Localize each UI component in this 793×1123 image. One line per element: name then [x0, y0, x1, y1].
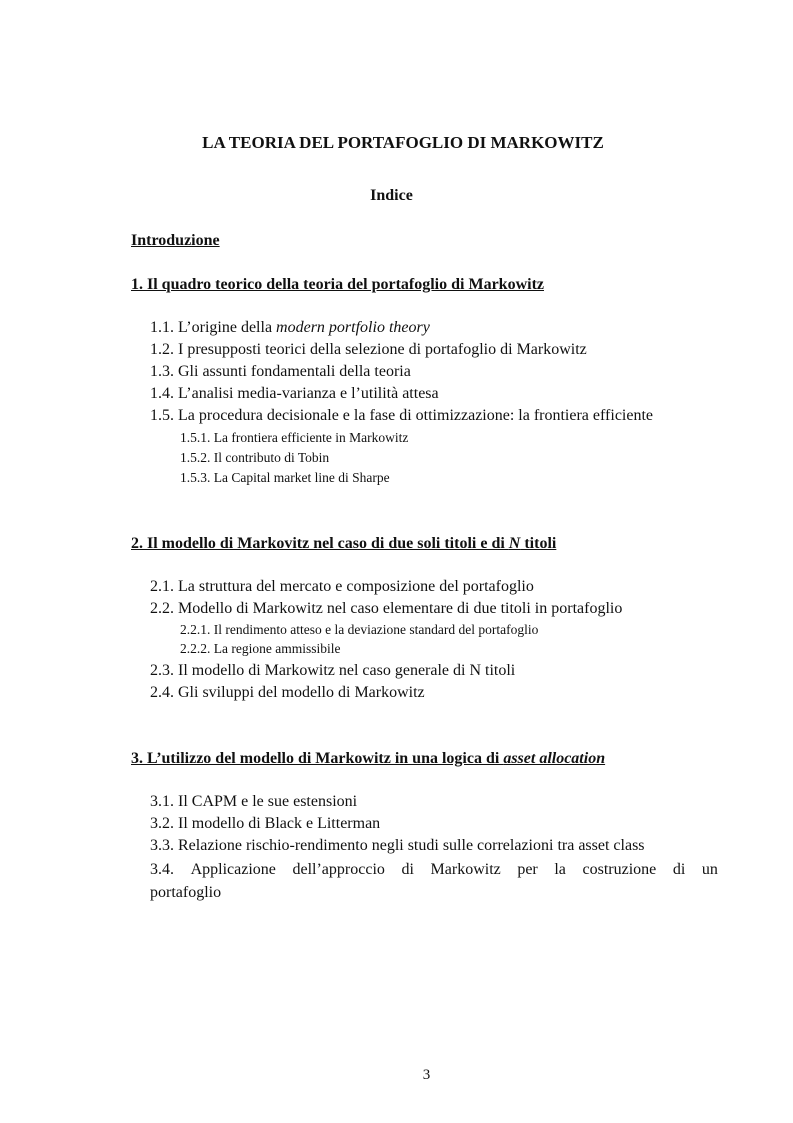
toc-item-2-2[interactable]: 2.2. Modello di Markowitz nel caso elementare di due titoli in portafoglio	[150, 600, 623, 617]
toc-word: costruzione	[582, 861, 657, 878]
toc-item-1-1-emphasis: modern portfolio theory	[276, 319, 430, 336]
introduction-link[interactable]: Introduzione	[131, 232, 220, 249]
section-2-heading-text: 2. Il modello di Markovitz nel caso di due soli titoli e di	[131, 535, 509, 552]
toc-word: un	[701, 861, 718, 878]
toc-word: di	[672, 861, 686, 878]
toc-word: di	[401, 861, 414, 878]
toc-subitem-2-2-1[interactable]: 2.2.1. Il rendimento atteso e la deviazione standard del portafoglio	[180, 622, 539, 637]
section-2-heading[interactable]	[131, 535, 556, 553]
toc-item-1-2[interactable]: 1.2. I presupposti teorici della selezione di portafoglio di Markowitz	[150, 341, 587, 358]
toc-item-1-1-text: 1.1. L’origine della	[150, 319, 277, 336]
section-1-heading[interactable]: 1. Il quadro teorico della teoria del portafoglio di Markowitz	[131, 276, 544, 293]
toc-item-2-1[interactable]: 2.1. La struttura del mercato e composizione del portafoglio	[150, 578, 534, 595]
toc-item-2-4[interactable]: 2.4. Gli sviluppi del modello di Markowitz	[150, 684, 425, 701]
toc-item-3-3[interactable]: 3.3. Relazione rischio-rendimento negli studi sulle correlazioni tra asset class	[150, 837, 645, 854]
toc-item-3-4[interactable]	[150, 858, 718, 904]
toc-subitem-2-2-2[interactable]: 2.2.2. La regione ammissibile	[180, 641, 341, 656]
toc-item-3-4-line-1	[150, 858, 718, 881]
toc-word: la	[554, 861, 566, 878]
section-2-heading-suffix: titoli	[520, 535, 557, 552]
toc-word: 3.4.	[150, 861, 174, 878]
toc-item-3-4-line-2: portafoglio	[150, 884, 222, 901]
toc-word: Markowitz	[430, 861, 501, 878]
toc-item-2-3[interactable]: 2.3. Il modello di Markowitz nel caso generale di N titoli	[150, 662, 516, 679]
toc-item-3-2[interactable]: 3.2. Il modello di Black e Litterman	[150, 815, 381, 832]
toc-word: per	[517, 861, 538, 878]
page-number: 3	[422, 1067, 431, 1083]
document-title: LA TEORIA DEL PORTAFOGLIO DI MARKOWITZ	[202, 133, 604, 152]
toc-item-1-4[interactable]: 1.4. L’analisi media-varianza e l’utilità attesa	[150, 385, 439, 402]
toc-item-1-1[interactable]	[150, 319, 430, 337]
index-heading: Indice	[370, 187, 413, 204]
toc-item-3-1[interactable]: 3.1. Il CAPM e le sue estensioni	[150, 793, 358, 810]
section-3-heading-text: 3. L’utilizzo del modello di Markowitz in una logica di	[131, 750, 504, 767]
section-3-heading-emphasis: asset allocation	[503, 750, 606, 767]
toc-word: dell’approccio	[292, 861, 385, 878]
toc-item-1-3[interactable]: 1.3. Gli assunti fondamentali della teoria	[150, 363, 411, 380]
toc-word: Applicazione	[190, 861, 276, 878]
toc-subitem-1-5-1[interactable]: 1.5.1. La frontiera efficiente in Markowitz	[180, 430, 409, 445]
section-3-heading[interactable]	[131, 750, 605, 768]
toc-subitem-1-5-3[interactable]: 1.5.3. La Capital market line di Sharpe	[180, 470, 390, 485]
section-2-heading-emphasis: N	[508, 535, 521, 552]
toc-subitem-1-5-2[interactable]: 1.5.2. Il contributo di Tobin	[180, 450, 330, 465]
toc-item-1-5[interactable]: 1.5. La procedura decisionale e la fase di ottimizzazione: la frontiera efficiente	[150, 407, 654, 424]
